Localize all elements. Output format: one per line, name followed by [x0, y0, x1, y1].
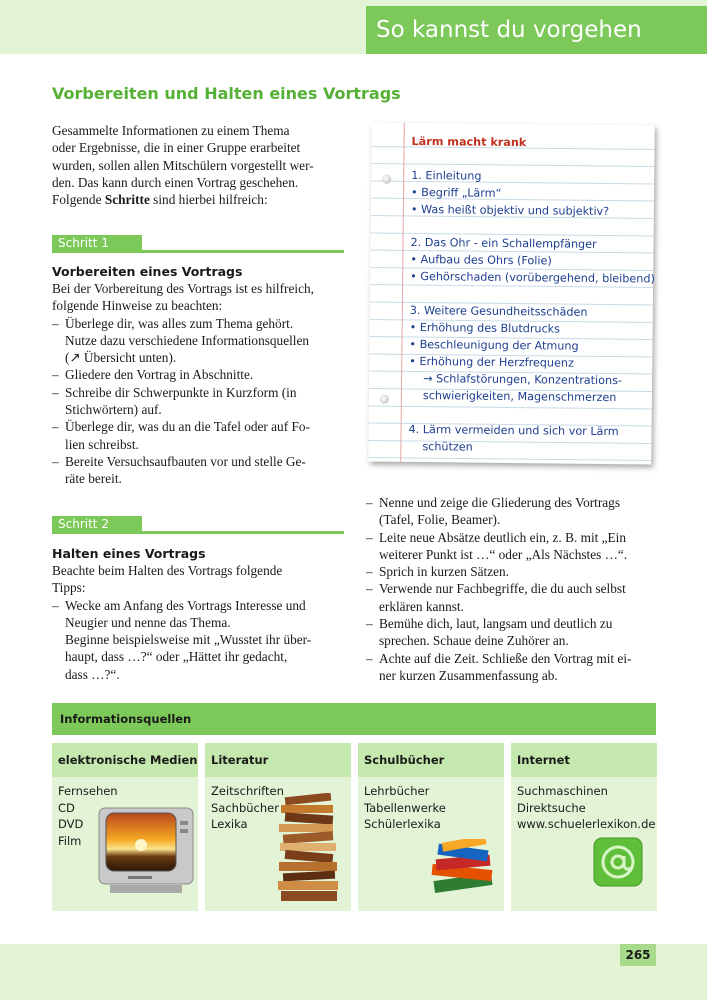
page-number: 265	[620, 944, 656, 966]
list-line: dass …?“.	[65, 666, 120, 682]
list-line: – Bemühe dich, laut, langsam und deutlich zu	[379, 616, 613, 632]
list-line: erklären kannst.	[379, 598, 464, 614]
list-line: – Überlege dir, was alles zum Thema gehört.	[65, 315, 294, 331]
intro-paragraph	[52, 122, 344, 208]
notebook-line: • Beschleunigung der Atmung	[409, 337, 579, 353]
step-1-content	[52, 263, 344, 488]
info-card-literature	[205, 743, 351, 911]
list-line: – Wecke am Anfang des Vortrags Interesse und	[65, 597, 306, 613]
list-item	[366, 650, 656, 685]
list-line: – Achte auf die Zeit. Schließe den Vortrag mit ei-	[379, 650, 632, 666]
info-card-item: Tabellenwerke	[364, 800, 446, 815]
list-line: räte bereit.	[65, 471, 122, 487]
bottom-band	[0, 944, 707, 1000]
notebook-line: 4. Lärm vermeiden und sich vor Lärm	[408, 422, 619, 439]
list-line: – Gliedere den Vortrag in Abschnitte.	[65, 367, 254, 383]
list-item	[366, 580, 656, 615]
intro-line: Gesammelte Informationen zu einem Thema	[52, 123, 290, 138]
step-1-bar	[52, 234, 344, 253]
list-item	[366, 563, 656, 580]
notebook-line: schützen	[422, 440, 473, 454]
step-1-text-line: folgende Hinweise zu beachten:	[52, 298, 223, 314]
intro-bold: Schritte	[104, 192, 150, 208]
step-1-text-line: Bei der Vorbereitung des Vortrags ist es hilfreich,	[52, 281, 314, 296]
info-card-item: CD	[58, 800, 75, 815]
list-item	[52, 315, 344, 367]
step-1-bullets	[52, 315, 344, 488]
page-header-title: So kannst du vorgehen	[366, 6, 707, 54]
intro-line: wurden, sollen allen Mitschülern vorgestellt wer-	[52, 157, 314, 173]
list-line: haupt, dass …?“ oder „Hättet ihr gedacht,	[65, 649, 288, 665]
step-2-bullets-right	[366, 494, 656, 684]
punch-hole-icon	[382, 175, 391, 184]
notebook-line: 3. Weitere Gesundheitsschäden	[409, 303, 588, 319]
notebook-line: schwierigkeiten, Magenschmerzen	[422, 389, 617, 405]
info-card-item: Sachbücher	[211, 800, 279, 815]
list-line: – Leite neue Absätze deutlich ein, z. B. mit „Ein	[379, 529, 627, 545]
info-card-item: Lexika	[211, 817, 248, 831]
list-item	[52, 418, 344, 453]
info-card-title: elektronische Medien	[52, 743, 198, 777]
info-card-item: Suchmaschinen	[517, 784, 608, 798]
main-title: Vorbereiten und Halten eines Vortrags	[52, 84, 401, 103]
info-card-item: Schülerlexika	[364, 817, 441, 831]
info-card-schoolbooks	[358, 743, 504, 911]
notebook-line: • Erhöhung der Herzfrequenz	[409, 354, 574, 370]
intro-text: Folgende	[52, 192, 105, 208]
schoolbooks-icon	[428, 839, 498, 895]
punch-hole-icon	[380, 395, 389, 404]
list-line: ner kurzen Zusammenfassung ab.	[379, 667, 558, 683]
intro-text: sind hierbei hilfreich:	[149, 192, 268, 208]
info-sources-heading: Informationsquellen	[52, 703, 656, 735]
info-card-electronic-media	[52, 743, 198, 911]
step-2-label: Schritt 2	[52, 516, 142, 532]
list-line: – Nenne und zeige die Gliederung des Vortrags	[379, 495, 620, 510]
notebook-line: 2. Das Ohr - ein Schallempfänger	[410, 235, 597, 251]
list-line: lien schreibst.	[65, 436, 139, 452]
list-item	[366, 529, 656, 564]
info-card-internet	[511, 743, 657, 911]
list-item	[52, 384, 344, 419]
list-line: – Schreibe dir Schwerpunkte in Kurzform (in	[65, 384, 297, 400]
notebook-line: • Aufbau des Ohrs (Folie)	[410, 252, 552, 268]
info-card-item: www.schuelerlexikon.de	[517, 817, 656, 831]
info-card-title: Schulbücher	[358, 743, 504, 777]
list-line: sprechen. Schaue deine Zuhörer an.	[379, 633, 569, 649]
step-2-text-line: Beachte beim Halten des Vortrags folgende	[52, 563, 283, 578]
list-item	[52, 453, 344, 488]
step-2-text-line: Tipps:	[52, 580, 86, 596]
info-card-item: Lehrbücher	[364, 784, 430, 798]
list-line: weiterer Punkt ist …“ oder „Als Nächstes …“.	[379, 546, 628, 562]
television-icon	[98, 807, 194, 895]
notebook-line: • Was heißt objektiv und subjektiv?	[410, 202, 610, 219]
list-line: – Überlege dir, was du an die Tafel oder auf Fo-	[65, 419, 310, 435]
list-line: – Verwende nur Fachbegriffe, die du auch selbst	[379, 581, 626, 597]
list-line: Nutze dazu verschiedene Informationsquellen	[65, 332, 310, 348]
intro-line: den. Das kann durch einen Vortrag geschehen.	[52, 174, 299, 190]
info-card-title: Literatur	[205, 743, 351, 777]
list-line: – Bereite Versuchsaufbauten vor und stelle Ge-	[65, 453, 306, 469]
info-card-item: Direktsuche	[517, 800, 586, 815]
step-1-label: Schritt 1	[52, 235, 142, 251]
list-line: Neugier und nenne das Thema.	[65, 614, 231, 630]
intro-line: oder Ergebnisse, die in einer Gruppe erarbeitet	[52, 140, 301, 156]
list-line: – Sprich in kurzen Sätzen.	[379, 564, 509, 580]
step-2-content	[52, 545, 344, 683]
notebook-line: • Erhöhung des Blutdrucks	[409, 320, 561, 336]
list-line: Stichwörtern) auf.	[65, 402, 162, 418]
list-item	[52, 597, 344, 683]
at-sign-icon	[593, 837, 643, 887]
notebook-line: → Schlafstörungen, Konzentrations-	[423, 372, 623, 388]
list-item	[366, 494, 656, 529]
notebook-line: • Begriff „Lärm“	[410, 185, 502, 200]
step-2-heading: Halten eines Vortrags	[52, 546, 206, 561]
list-line: (Tafel, Folie, Beamer).	[379, 512, 501, 528]
list-line: (↗ Übersicht unten).	[65, 350, 177, 366]
notebook-line: • Gehörschaden (vorübergehend, bleibend)	[410, 269, 655, 286]
info-card-item: Film	[58, 833, 82, 848]
notebook-outline	[368, 123, 655, 465]
notebook-line: 1. Einleitung	[411, 168, 482, 183]
info-card-title: Internet	[511, 743, 657, 777]
notebook-title: Lärm macht krank	[411, 134, 527, 150]
info-card-item: Fernsehen	[58, 784, 118, 798]
info-card-item: DVD	[58, 817, 84, 831]
list-item	[366, 615, 656, 650]
list-line: Beginne beispielsweise mit „Wusstet ihr über-	[65, 632, 312, 648]
step-2-bar	[52, 515, 344, 534]
intro-line	[52, 191, 344, 208]
list-item	[52, 366, 344, 383]
info-card-item: Zeitschriften	[211, 784, 284, 798]
book-stack-icon	[277, 793, 343, 905]
step-2-bullets	[52, 597, 344, 683]
step-1-heading: Vorbereiten eines Vortrags	[52, 264, 243, 279]
notebook-margin-line	[400, 123, 405, 462]
step-2-continued	[366, 494, 656, 684]
